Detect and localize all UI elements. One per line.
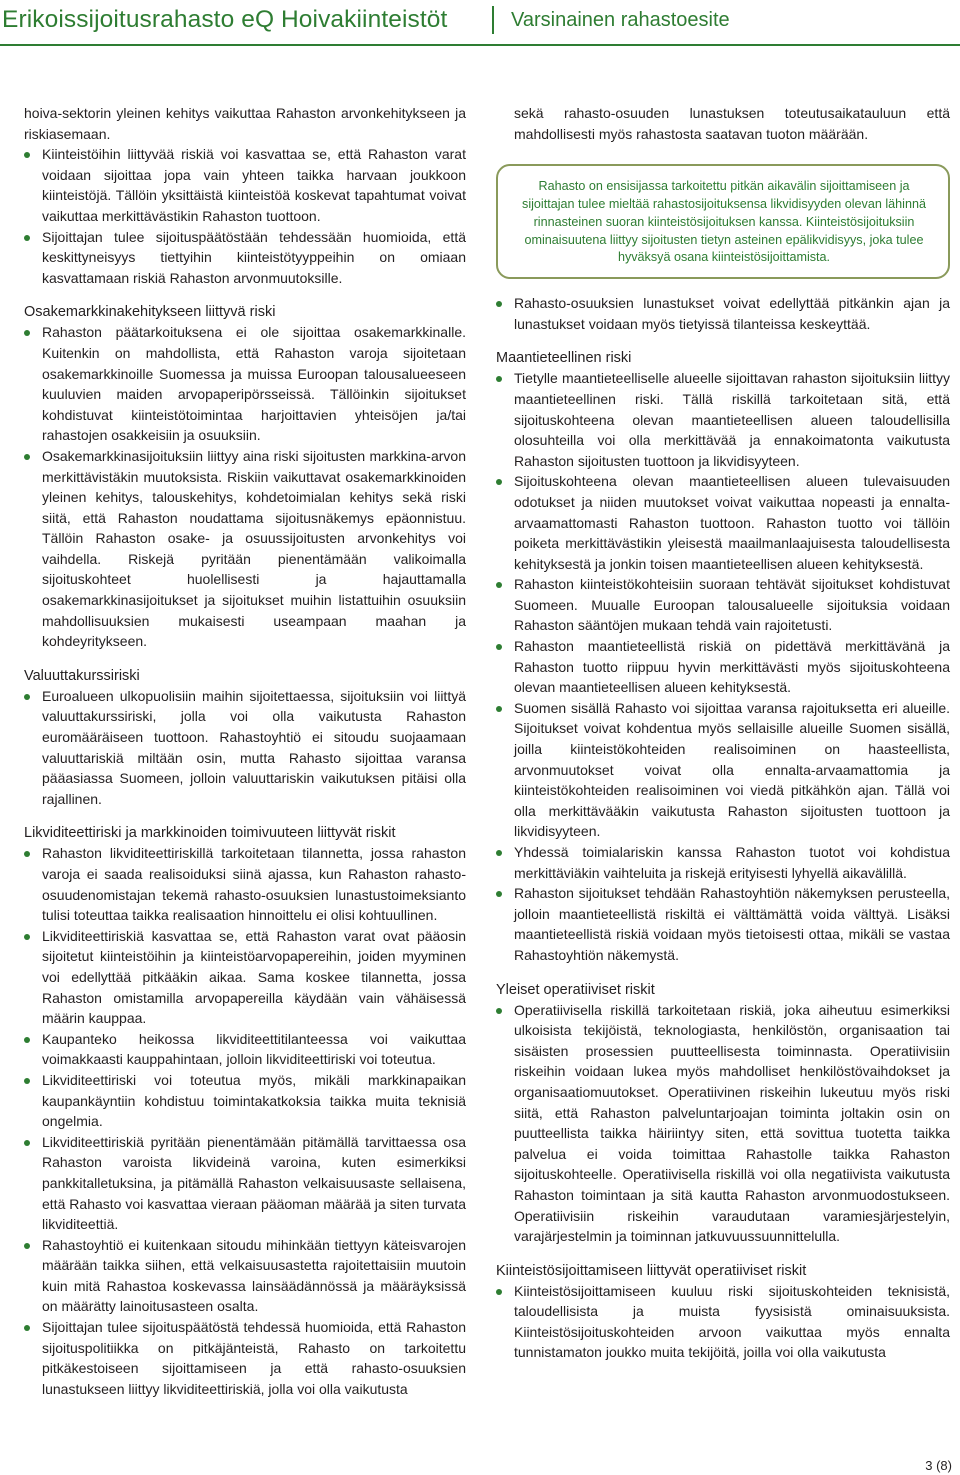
list-item: Likviditeettiriskiä kasvattaa se, että Rahaston varat ovat pääosin sijoitetut kiinteistöihin ja kiinteistöarvopapereihin, joiden myyminen voi edellyttää pitkääkin aikaa. Sama koskee tilannetta, jossa Rahaston omistamilla arvopapereilla käydään vain vähäisessä määrin kauppaa. <box>24 926 466 1029</box>
section-heading: Maantieteellinen riski <box>496 350 632 367</box>
section-heading: Yleiset operatiiviset riskit <box>496 981 655 998</box>
list-item: Kaupanteko heikossa likviditeettitilanteessa voi vaikuttaa voimakkaasti kauppahintaan, jolloin likviditeettiriski voi toteutua. <box>24 1029 466 1070</box>
bullet-list <box>496 293 950 334</box>
list-item: Rahasto-osuuksien lunastukset voivat edellyttää pitkänkin ajan ja lunastukset voidaan myös tietyissä tilanteissa keskeyttää. <box>496 293 950 334</box>
section-currency-risk <box>24 666 466 810</box>
list-item: Rahaston kiinteistökohteisiin suoraan tehtävät sijoitukset kohdistuvat Suomeen. Muualle Euroopan talousalueelle sijoituksia voidaan Rahaston sääntöjen mukaan tehdä vain rajoitetusti. <box>496 574 950 636</box>
list-item: Sijoittajan tulee sijoituspäätöstä tehdessä huomioida, että Rahaston sijoituspolitiikka on pitkäjänteistä, Rahasto on tarkoitettu pitkäkestoiseen sijoittamiseen ja että rahasto-osuuksien lunastukseen liittyy likviditeettiriskiä, jolla voi olla vaikutusta <box>24 1317 466 1399</box>
header-rule <box>0 44 960 46</box>
left-column <box>24 103 466 1399</box>
section-heading: Kiinteistösijoittamiseen liittyvät operatiiviset riskit <box>496 1262 807 1279</box>
section-heading: Valuuttakurssiriski <box>24 667 140 684</box>
section-heading: Likviditeettiriski ja markkinoiden toimivuuteen liittyvät riskit <box>24 825 396 842</box>
list-item: Sijoituskohteena olevan maantieteellisen alueen tulevaisuuden odotukset ja niiden muutokset voivat vaikuttaa nopeasti ja ennalta-arvaamattomasti Rahaston tuottoon. Rahaston tuotto voi tällöin poiketa merkittävästikin yleisestä maailmanlaajuisesta taloudellisesta kehityksestä ja jonkin toisen maantieteellisen alueen kehityksestä. <box>496 471 950 574</box>
page-header <box>0 0 960 44</box>
list-item: Likviditeettiriskiä pyritään pienentämään pitämällä tarvittaessa osa Rahaston varoista likvideinä varoina, kuten esimerkiksi pankkitalletuksina, ja pitämällä Rahaston velkaisuusaste sellaisena, että Rahasto voi kasvattaa vieraan pääoman määrää ja siten turvata likviditeettiä. <box>24 1132 466 1235</box>
list-item: Rahastoyhtiö ei kuitenkaan sitoudu mihinkään tiettyyn käteisvarojen määrään taikka siihen, että velkaisuusastetta rajoitettaisiin muutoin kuin mitä Rahastoa koskevassa lainsäädännössä ja määräyksissä on määrätty lainoitusasteen osalta. <box>24 1235 466 1317</box>
page-number: 3 (8) <box>925 1458 952 1473</box>
section-real-estate-operational-risk <box>496 1261 950 1363</box>
bullet-list <box>24 144 466 288</box>
list-item: Rahaston likviditeettiriskillä tarkoitetaan tilannetta, jossa rahaston varoja ei saada realisoiduksi siinä ajassa, kun Rahaston rahasto-osuudenomistajan tekemä rahasto-osuuksien lunastustoimeksianto tulisi toteuttaa taikka realisaation hinnoittelu ei olisi kohtuullinen. <box>24 843 466 925</box>
right-column <box>496 103 950 1363</box>
list-item: Yhdessä toimialariskin kanssa Rahaston tuotot voi kohdistua merkittäviäkin vaihteluita ja riskejä erityisesti lyhyellä aikavälillä. <box>496 842 950 883</box>
section-liquidity-risk <box>24 823 466 1399</box>
list-item: Kiinteistösijoittamiseen kuuluu riski sijoituskohteiden teknisistä, taloudellisista ja muista fyysisistä ominaisuuksista. Kiinteistösijoituskohteiden arvoon vaikuttaa myös ennalta tunnistamaton joukko muita tekijöitä, joilla voi olla vaikutusta <box>496 1281 950 1363</box>
list-item: Rahaston maantieteellistä riskiä on pidettävä merkittävänä ja Rahaston tuotto riippuu hyvin merkittävästi myös sijoituskohteena olevan maantieteellisen alueen kehityksestä. <box>496 636 950 698</box>
section-geographic-risk <box>496 348 950 965</box>
continued-paragraph: sekä rahasto-osuuden lunastuksen toteutusaikatauluun että mahdollisesti myös rahastosta saatavan tuoton määrään. <box>514 105 950 142</box>
list-item: Rahaston sijoitukset tehdään Rahastoyhtiön näkemyksen perusteella, jolloin maantieteellistä riskiltä ei välttämättä voida välttyä. Lisäksi maantieteellistä riskiä voidaan myös tietoisesti ottaa, mikäli se vastaa Rahastoyhtiön näkemystä. <box>496 883 950 965</box>
list-item: Kiinteistöihin liittyvää riskiä voi kasvattaa se, että Rahaston varat voidaan sijoittaa jopa vain yhteen taikka harvaan joukkoon kiinteistöjä. Tällöin yksittäistä kiinteistöä koskevat tapahtumat voivat vaikuttaa merkittävästikin Rahaston tuottoon. <box>24 144 466 226</box>
list-item: Tietylle maantieteelliselle alueelle sijoittavan rahaston sijoituksiin liittyy maantieteellinen riski. Tällä riskillä tarkoitetaan sitä, että sijoituskohteena olevan maantieteellisen alueen taloudellisilla olosuhteilla voi olla merkittävää ja ennakoimatonta vaikutusta Rahaston sijoitusten tuottoon ja likvidisyyteen. <box>496 368 950 471</box>
document-subtitle: Varsinainen rahastoesite <box>511 9 730 31</box>
list-item: Osakemarkkinasijoituksiin liittyy aina riski sijoitusten markkina-arvon merkittävistäkin muutoksista. Riskiin vaikuttavat osakemarkkinoiden yleinen kehitys, talouskehitys, kohdetoimialan kehitys sekä riski siitä, että Rahaston noudattama sijoitusnäkemys epäonnistuu. Tällöin Rahaston osake- ja osuussijoitusten arvonkehitys voi vaihdella. Riskejä pyritään pienentämään valikoimalla sijoituskohteet huolellisesti ja hajauttamalla osakemarkkinasijoitukset ja sijoitukset muihin listattuihin osuuksiin mahdollisuuksien mukaisesti useampaan maahan ja kohdeyritykseen. <box>24 446 466 652</box>
bullet-list <box>496 1000 950 1247</box>
list-item: Likviditeettiriski voi toteutua myös, mikäli markkinapaikan kaupankäyntiin kohdistuu toimintakatkoksia taikka muita teknisiä ongelmia. <box>24 1070 466 1132</box>
section-equity-market-risk <box>24 302 466 652</box>
bullet-list <box>24 322 466 652</box>
list-item: Euroalueen ulkopuolisiin maihin sijoitettaessa, sijoituksiin voi liittyä valuuttakurssiriski, jolla voi olla vaikutusta Rahaston euromääräiseen tuottoon. Rahastoyhtiö ei sitoudu suojaamaan valuuttariskiä miltään osin, mutta Rahasto sijoittaa varansa pääasiassa Suomeen, jolloin valuuttariskin vaikutuksen pitäisi olla rajallinen. <box>24 686 466 810</box>
section-operational-risk <box>496 980 950 1247</box>
bullet-list <box>24 843 466 1399</box>
list-item: Operatiivisella riskillä tarkoitetaan riskiä, joka aiheutuu esimerkiksi ulkoisista tekijöistä, teknologiasta, henkilöstön, organisaation tai sisäisten prosessien puutteellisesta toiminnasta. Operatiivisiin riskeihin voidaan lukea myös mahdolliset henkilöstövaihdokset ja organisaatiomuutokset. Operatiivinen riskeihin lukeutuu myös riski siitä, että Rahaston palveluntarjoajan toiminta joltakin osin on puutteellista taikka häiriintyy siten, että sovittua tuotetta taikka palvelua ei voida toimittaa Rahastolle taikka Rahaston sijoituskohteelle. Operatiivisella riskillä voi olla negatiivista vaikutusta Rahaston toimintaan ja sitä kautta Rahaston arvonmuodostukseen. Operatiivisiin riskeihin varaudutaan varamiesjärjestelyin, varajärjestelmin ja toiminnan jatkuvuussuunnittelulla. <box>496 1000 950 1247</box>
highlight-box: Rahasto on ensisijassa tarkoitettu pitkän aikavälin sijoittamiseen ja sijoittajan tulee mieltää rahastosijoituksensa likvidisyyden olevan lähinnä rinnasteinen suoran kiinteistösijoituksen kanssa. Kiinteistösijoituksiin ominaisuutena liittyy sijoitusten tietyn asteinen epälikvidisyys, joka tulee hyväksyä osana kiinteistösijoittamista. <box>496 164 950 279</box>
header-separator <box>492 6 494 34</box>
bullet-list <box>496 1281 950 1363</box>
list-item: Sijoittajan tulee sijoituspäätöstään tehdessään huomioida, että keskittyneisyys tiettyihin kiinteistötyyppeihin on omiaan kasvattamaan riskiä Rahaston arvonmuutoksille. <box>24 227 466 289</box>
section-heading: Osakemarkkinakehitykseen liittyvä riski <box>24 304 276 321</box>
list-item: Suomen sisällä Rahasto voi sijoittaa varansa rajoituksetta eri alueille. Sijoitukset voivat kohdentua myös sellaisille alueille Suomen sisällä, joilla kiinteistökohteiden realisoiminen on haasteellista, arvonmuutokset voivat olla ennalta-arvaamattomia ja kiinteistökohteiden realisoiminen voi viedä pitkähkön ajan. Tällä voi olla merkittävääkin vaikutusta Rahaston sijoitusten tuottoon ja likvidisyyteen. <box>496 698 950 842</box>
list-item: Rahaston päätarkoituksena ei ole sijoittaa osakemarkkinalle. Kuitenkin on mahdollista, että Rahaston varoja sijoitetaan osakemarkkinoille Suomessa ja muissa Euroopan talousalueeseen kuuluvien maiden arvopaperipörsseissä. Tällöinkin sijoitukset kohdistuvat kiinteistötoimintaa harjoittavien yhteisöjen ja/tai rahastojen osakkeisiin ja osuuksiin. <box>24 322 466 446</box>
bullet-list <box>496 368 950 965</box>
continued-paragraph: hoiva-sektorin yleinen kehitys vaikuttaa Rahaston arvonkehitykseen ja riskiasemaan. <box>24 105 466 142</box>
bullet-list <box>24 686 466 810</box>
document-title: Erikoissijoitusrahasto eQ Hoivakiinteistöt <box>2 6 448 33</box>
